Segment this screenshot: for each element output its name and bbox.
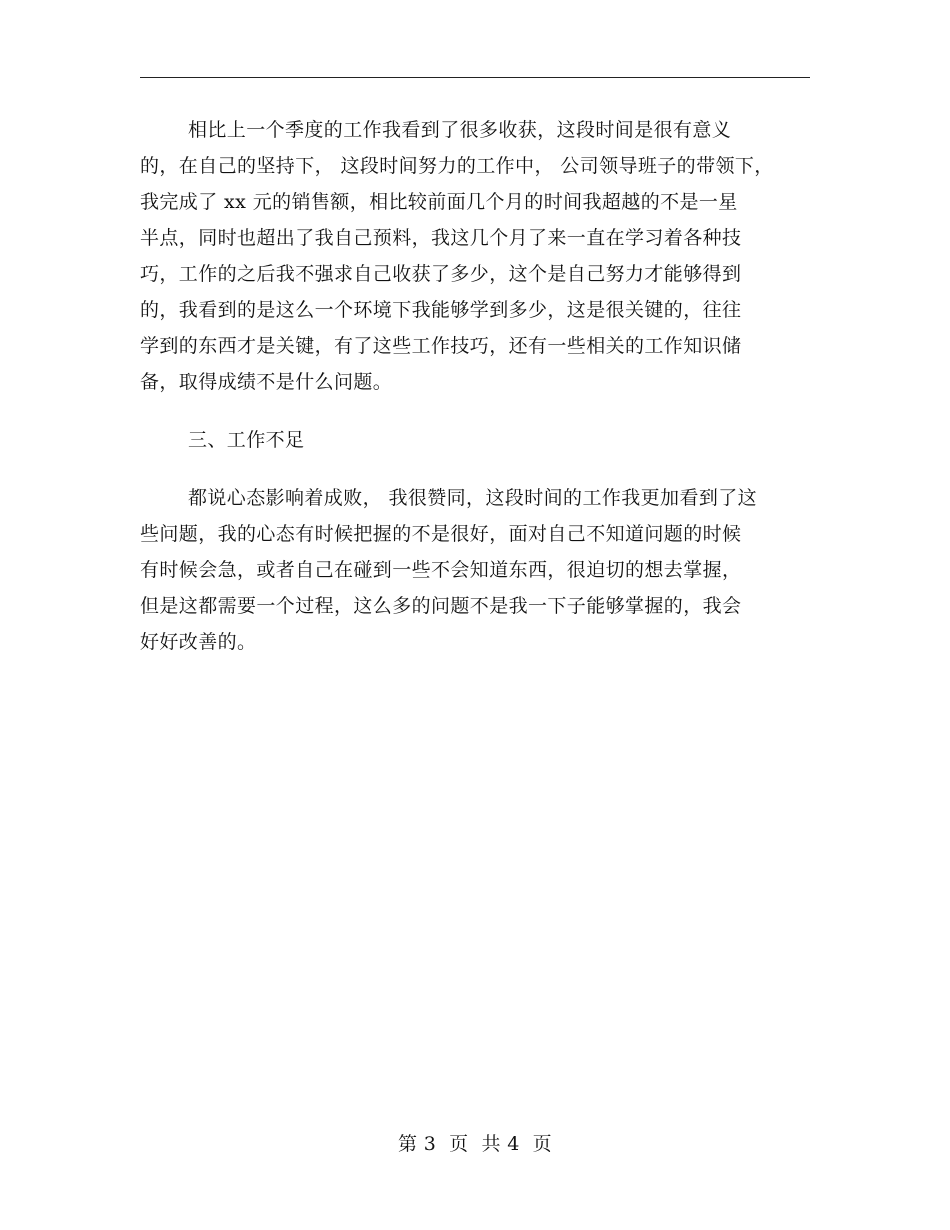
paragraph-line: 巧，工作的之后我不强求自己收获了多少，这个是自己努力才能够得到 [140,263,742,285]
paragraph-line: 的，在自己的坚持下， 这段时间努力的工作中， 公司领导班子的带领下， [140,155,774,177]
page-footer [0,1130,950,1158]
paragraph-gap [140,458,810,480]
page-number-label: 第 3 页 共 4 页 [397,1133,553,1155]
paragraph-line: 备，取得成绩不是什么问题。 [140,371,393,393]
paragraph-line: 我完成了 xx 元的销售额，相比较前面几个月的时间我超越的不是一星 [140,191,738,213]
paragraph-achievements [140,112,810,400]
header-rule [140,77,810,78]
paragraph-line: 都说心态影响着成败， 我很赞同，这段时间的工作我更加看到了这 [188,487,758,509]
paragraph-line: 的，我看到的是这么一个环境下我能够学到多少，这是很关键的，往往 [140,299,742,321]
paragraph-shortcomings [140,480,810,660]
paragraph-line: 相比上一个季度的工作我看到了很多收获，这段时间是很有意义 [188,119,732,141]
paragraph-line: 好好改善的。 [140,631,257,653]
paragraph-line: 有时候会急，或者自己在碰到一些不会知道东西，很迫切的想去掌握， [140,559,742,581]
body-text [140,112,810,660]
paragraph-line: 些问题，我的心态有时候把握的不是很好，面对自己不知道问题的时候 [140,523,742,545]
paragraph-line: 半点，同时也超出了我自己预料，我这几个月了来一直在学习着各种技 [140,227,742,249]
section-heading: 三、工作不足 [188,429,305,451]
paragraph-gap [140,400,810,422]
paragraph-line: 但是这都需要一个过程，这么多的问题不是我一下子能够掌握的，我会 [140,595,742,617]
paragraph-line: 学到的东西才是关键，有了这些工作技巧，还有一些相关的工作知识储 [140,335,742,357]
